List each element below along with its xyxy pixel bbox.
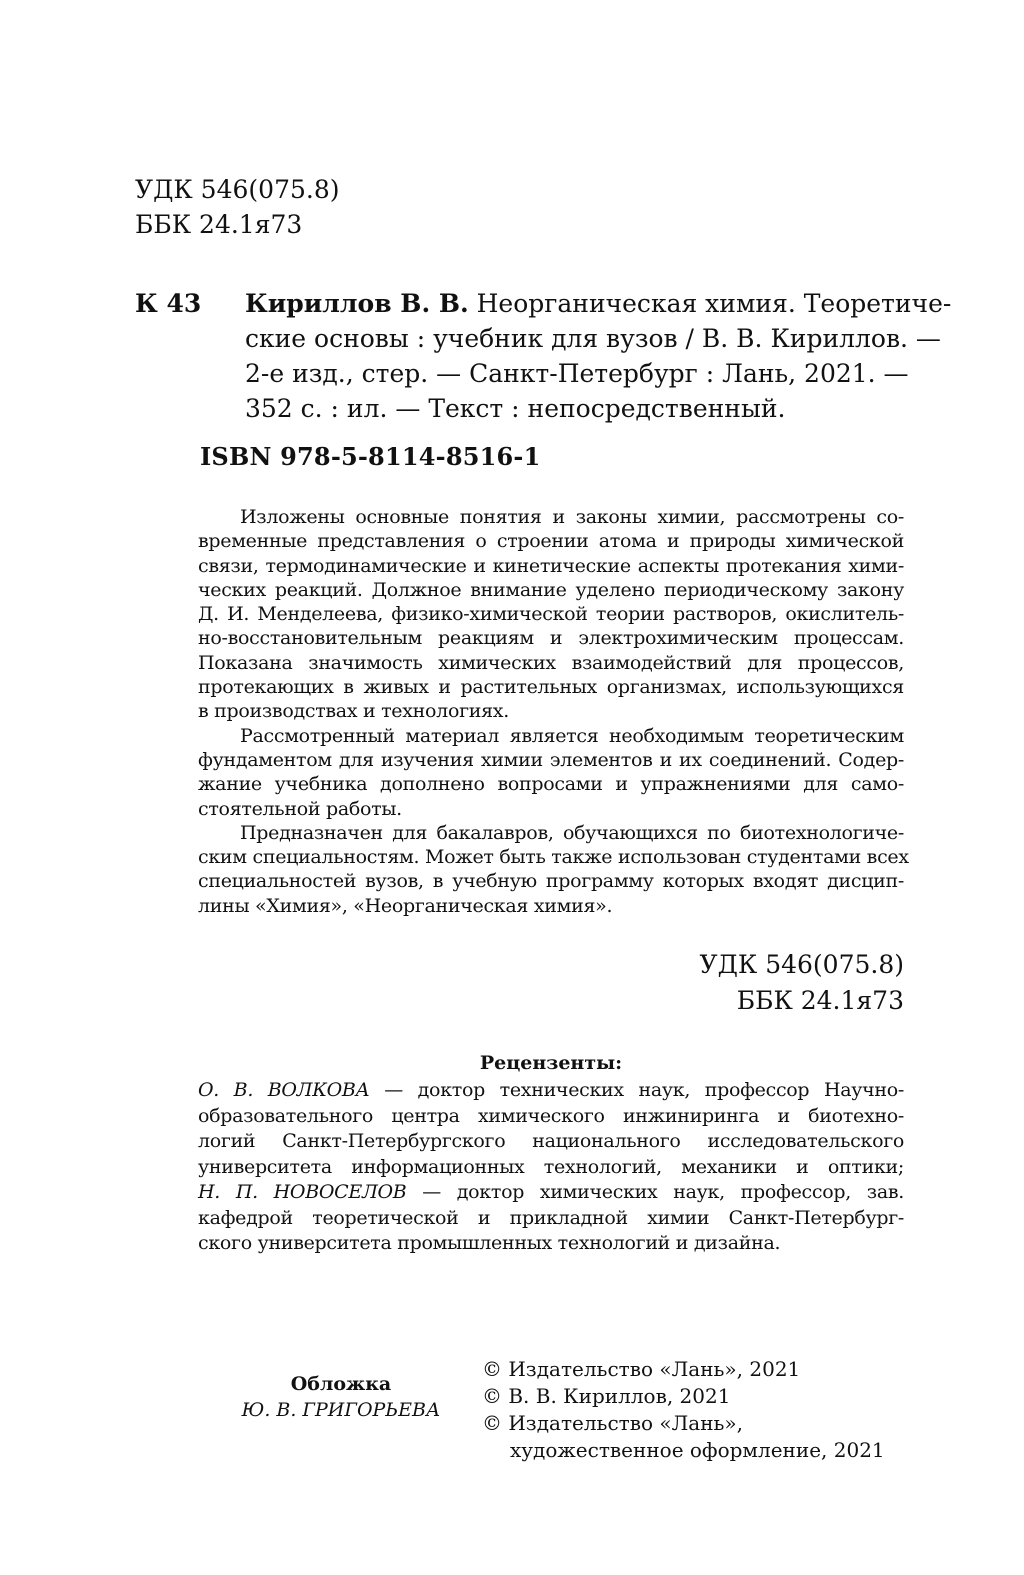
annotation-line: жание учебника дополнено вопросами и упражнениями для само- bbox=[198, 773, 904, 796]
annotation-line: связи, термодинамические и кинетические аспекты протекания хими- bbox=[198, 554, 904, 577]
bbk-code-right: ББК 24.1я73 bbox=[736, 986, 904, 1015]
copyright-publisher: © Издательство «Лань», 2021 bbox=[482, 1357, 801, 1381]
annotation-line: ским специальностям. Может быть также использован студентами всех bbox=[198, 846, 909, 869]
annotation-line: Д. И. Менделеева, физико-химической теории растворов, окислитель- bbox=[198, 603, 904, 626]
catalog-code: К 43 bbox=[135, 289, 202, 318]
reviewer-2-name: Н. П. НОВОСЕЛОВ bbox=[198, 1181, 407, 1203]
reviewers-heading: Рецензенты: bbox=[479, 1052, 623, 1074]
bbk-code-top: ББК 24.1я73 bbox=[135, 210, 303, 239]
book-title: Неорганическая химия. Теоретиче- bbox=[468, 289, 952, 318]
annotation-line: Показана значимость химических взаимодействий для процессов, bbox=[198, 651, 904, 674]
annotation-line: Предназначен для бакалавров, обучающихся по биотехнологиче- bbox=[240, 821, 904, 844]
cover-credit bbox=[230, 1371, 452, 1423]
copyright-design: © Издательство «Лань», bbox=[482, 1411, 744, 1435]
bib-line-2: ские основы : учебник для вузов / В. В. Кириллов. — bbox=[245, 324, 941, 353]
copyright-author: © В. В. Кириллов, 2021 bbox=[482, 1384, 731, 1408]
annotation-line: лины «Химия», «Неорганическая химия». bbox=[198, 894, 613, 917]
annotation-line: Изложены основные понятия и законы химии, рассмотрены со- bbox=[240, 506, 904, 528]
bib-line-3: 2-е изд., стер. — Санкт-Петербург : Лань, 2021. — bbox=[245, 359, 909, 388]
reviewer-1-line-3: логий Санкт-Петербургского национального исследовательского bbox=[198, 1130, 904, 1152]
isbn-number: ISBN 978-5-8114-8516-1 bbox=[200, 442, 541, 471]
annotation-line: Рассмотренный материал является необходимым теоретическим bbox=[240, 724, 904, 747]
copyright-block bbox=[482, 1356, 885, 1464]
annotation-line: стоятельной работы. bbox=[198, 797, 402, 820]
reviewer-2-line-1 bbox=[198, 1180, 904, 1206]
bib-line-1 bbox=[245, 286, 952, 321]
annotation-line: протекающих в живых и растительных организмах, использующихся bbox=[198, 676, 904, 699]
reviewer-1-name: О. В. ВОЛКОВА bbox=[198, 1079, 370, 1101]
classification-right bbox=[700, 947, 904, 1019]
reviewer-1-line-1 bbox=[198, 1078, 904, 1104]
reviewer-2-line-2: кафедрой теоретической и прикладной химии Санкт-Петербург- bbox=[198, 1206, 904, 1229]
reviewer-2-text: — доктор химических наук, профессор, зав. bbox=[406, 1181, 904, 1203]
classification-top bbox=[135, 172, 339, 242]
annotation-line: ческих реакций. Должное внимание уделено периодическому закону bbox=[198, 578, 904, 601]
reviewer-2-line-3: ского университета промышленных технологий и дизайна. bbox=[198, 1232, 781, 1254]
annotation-line: специальностей вузов, в учебную программу которых входят дисцип- bbox=[198, 870, 904, 893]
copyright-design-cont: художественное оформление, 2021 bbox=[510, 1438, 885, 1462]
reviewer-1-text: — доктор технических наук, профессор Научно- bbox=[369, 1079, 905, 1101]
udk-code-right: УДК 546(075.8) bbox=[699, 950, 904, 979]
cover-label: Обложка bbox=[290, 1373, 392, 1395]
reviewers-list bbox=[198, 1078, 904, 1257]
annotation-line: временные представления о строении атома и природы химической bbox=[198, 530, 904, 553]
cover-designer: Ю. В. ГРИГОРЬЕВА bbox=[241, 1399, 441, 1421]
reviewer-1-line-4: университета информационных технологий, механики и оптики; bbox=[198, 1155, 904, 1178]
annotation-line: в производствах и технологиях. bbox=[198, 700, 509, 723]
annotation-line: но-восстановительным реакциям и электрохимическим процессам. bbox=[198, 627, 904, 650]
author-name: Кириллов В. В. bbox=[245, 289, 469, 318]
reviewer-1-line-2: образовательного центра химического инжиниринга и биотехно- bbox=[198, 1104, 904, 1127]
bib-line-4: 352 с. : ил. — Текст : непосредственный. bbox=[245, 394, 786, 423]
annotation bbox=[198, 505, 909, 918]
udk-code-top: УДК 546(075.8) bbox=[135, 175, 340, 204]
bibliographic-record bbox=[245, 286, 952, 426]
annotation-line: фундаментом для изучения химии элементов и их соединений. Содер- bbox=[198, 748, 904, 771]
